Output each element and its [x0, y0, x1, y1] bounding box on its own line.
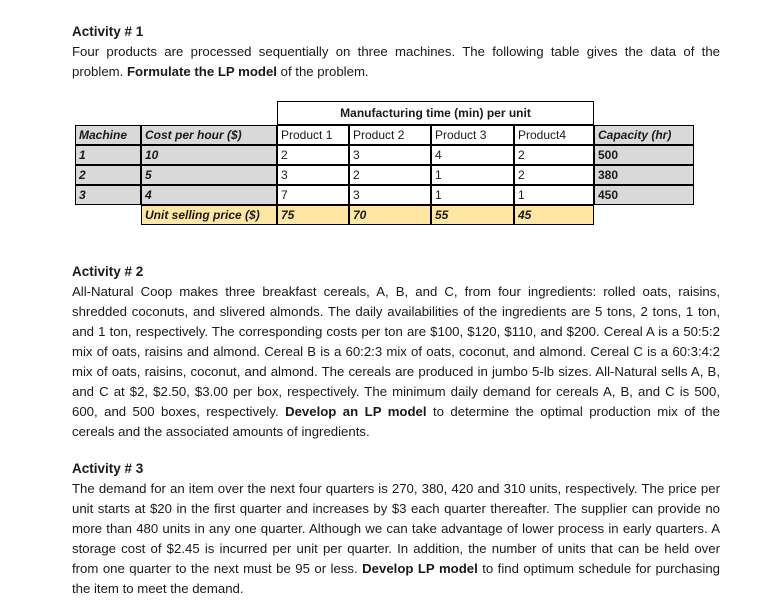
activity-2-title: Activity # 2 — [72, 264, 144, 279]
price-p1: 75 — [277, 205, 349, 225]
activity-1-text — [72, 42, 720, 82]
activity-3-text — [72, 479, 720, 599]
header-product-1: Product 1 — [277, 125, 349, 145]
activity-1-title: Activity # 1 — [72, 24, 144, 39]
row-2-p2: 2 — [349, 165, 431, 185]
row-3-p2: 3 — [349, 185, 431, 205]
row-2-machine: 2 — [75, 165, 141, 185]
header-machine: Machine — [75, 125, 141, 145]
row-2-p4: 2 — [514, 165, 594, 185]
row-2-p1: 3 — [277, 165, 349, 185]
activity-3-text-end: to find optimum schedule for purchasing the item to meet the demand. — [72, 561, 720, 596]
row-1-capacity: 500 — [594, 145, 694, 165]
activity-1-text-bold: Formulate the LP model — [126, 64, 277, 79]
row-3-machine: 3 — [75, 185, 141, 205]
row-3-cost: 4 — [141, 185, 277, 205]
activity-3-text-plain: The demand for an item over the next four quarters is 270, 380, 420 and 310 units, respectively. The price per unit starts at $20 in the first quarter and increases by $3 each quarter thereafter. The supplier can provide no more than 480 units in any one quarter. Although we can take advantage of lower process in early quarters. A storage cost of $2.45 is incurred per unit per quarter. In addition, the number of units that can be held over from one quarter to the next must be 95 or less. — [72, 481, 720, 576]
header-cost: Cost per hour ($) — [141, 125, 277, 145]
activity-2-text — [72, 282, 720, 442]
row-1-cost: 10 — [141, 145, 277, 165]
header-product-3: Product 3 — [431, 125, 514, 145]
price-row-label: Unit selling price ($) — [141, 205, 277, 225]
header-product-4: Product4 — [514, 125, 594, 145]
row-1-p3: 4 — [431, 145, 514, 165]
price-p4: 45 — [514, 205, 594, 225]
row-2-cost: 5 — [141, 165, 277, 185]
activity-3-title: Activity # 3 — [72, 461, 144, 476]
row-2-p3: 1 — [431, 165, 514, 185]
activity-3-text-bold: Develop LP model — [362, 561, 478, 576]
price-p2: 70 — [349, 205, 431, 225]
row-3-capacity: 450 — [594, 185, 694, 205]
header-product-2: Product 2 — [349, 125, 431, 145]
row-1-machine: 1 — [75, 145, 141, 165]
activity-1-text-end: of the problem. — [276, 64, 369, 79]
activity-2-text-end: to determine the optimal production mix of the cereals and the associated amounts of ingredients. — [72, 404, 720, 439]
row-3-p1: 7 — [277, 185, 349, 205]
group-header: Manufacturing time (min) per unit — [277, 101, 594, 125]
activity-2-text-bold: Develop an LP model — [285, 404, 427, 419]
header-capacity: Capacity (hr) — [594, 125, 694, 145]
activity-2-text-plain: All-Natural Coop makes three breakfast cereals, A, B, and C, from four ingredients: rolled oats, raisins, shredded coconuts, and slivered almonds. The daily availabilities of the ingredients are 5 tons, 2 tons, 1 ton, and 1 ton, respectively. The corresponding costs per ton are $100, $120, $110, and $200. Cereal A is a 50:5:2 mix of oats, raisins and almond. Cereal B is a 60:2:3 mix of oats, coconut, and almond. Cereal C is a 60:3:4:2 mix of oats, raisins, coconut, and almond. The cereals are produced in jumbo 5-lb sizes. All-Natural sells A, B, and C at $2, $2.50, $3.00 per box, respectively. The minimum daily demand for cereals A, B, and C is 500, 600, and 500 boxes, respectively. — [72, 284, 720, 419]
row-1-p1: 2 — [277, 145, 349, 165]
activity-1-text-plain: Four products are processed sequentially on three machines. The following table gives the data of the problem. — [72, 44, 720, 79]
row-3-p4: 1 — [514, 185, 594, 205]
row-3-p3: 1 — [431, 185, 514, 205]
row-1-p4: 2 — [514, 145, 594, 165]
price-p3: 55 — [431, 205, 514, 225]
row-2-capacity: 380 — [594, 165, 694, 185]
row-1-p2: 3 — [349, 145, 431, 165]
